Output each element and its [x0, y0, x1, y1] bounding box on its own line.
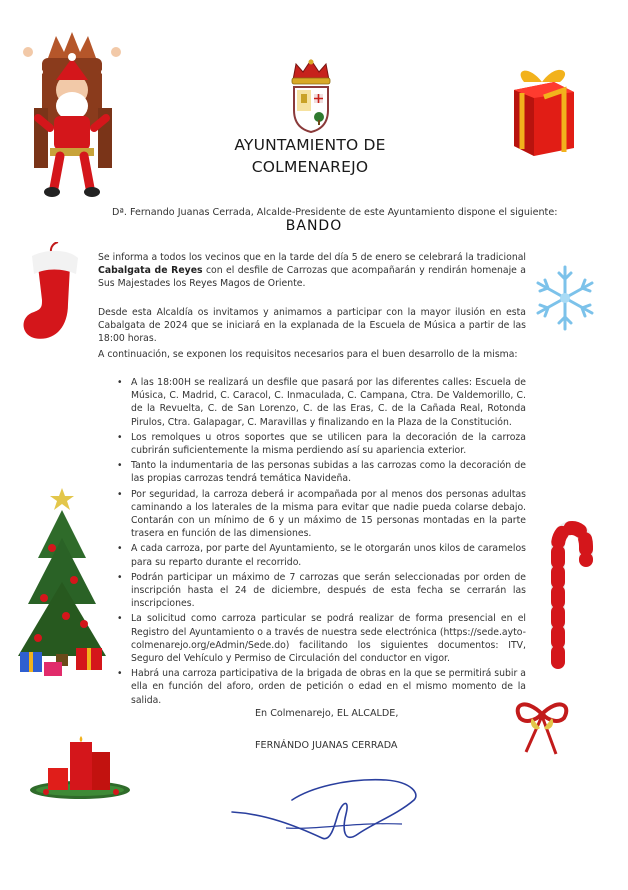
paragraph-invitation: Desde esta Alcaldía os invitamos y animamos a participar con la mayor ilusión en esta Cabalgata de 2024 que se iniciará en la explanada de la Escuela de Música a partir de las 18:00 horas. — [98, 307, 526, 345]
christmas-stocking-illustration — [18, 242, 86, 346]
bando-heading: BANDO — [285, 218, 343, 234]
mayor-name: FERNÁNDO JUANAS CERRADA — [255, 740, 398, 751]
title-line-1: AYUNTAMIENTO DE — [234, 136, 386, 154]
paragraph-1-bold: Cabalgata de Reyes — [98, 265, 203, 277]
list-item: • A las 18:00H se realizará un desfile que pasará por las diferentes calles: Escuela de Música, C. Madrid, C. Caracol, C. Inmaculada, C. Campana, Ctra. De Valdemorillo, C. de la Revuelta, C. de San Lorenzo, C. de las Eras, C. de la Cañada Real, Rotonda Pirulos, Ctra. Galapagar, C. Maravillas y finalizando en la Plaza de la Constitución. — [117, 376, 526, 429]
snowflake-illustration — [530, 263, 600, 333]
page-title — [180, 134, 440, 178]
list-item: • La solicitud como carroza particular se podrá realizar de forma presencial en el Registro del Ayuntamiento o a través de nuestra sede electrónica (https://sede.ayto-colmenarejo.org/eAdmin/Sede.do) facilitando los siguientes documentos: ITV, Seguro del Vehículo y Permiso de Circulación del conductor en vigor. — [117, 612, 526, 665]
intro-text: Dª. Fernando Juanas Cerrada, Alcalde-Presidente de este Ayuntamiento dispone el siguiente: — [112, 207, 558, 218]
list-item: • Los remolques u otros soportes que se utilicen para la decoración de la carroza cubrirán suficientemente la misma perdiendo así su apariencia exterior. — [117, 431, 526, 457]
gift-box-illustration — [504, 60, 580, 160]
requirements-list — [117, 376, 526, 709]
title-line-2: COLMENAREJO — [251, 158, 369, 176]
list-item: • Tanto la indumentaria de las personas subidas a las carrozas como la decoración de las propias carrozas tendrá temática Navideña. — [117, 459, 526, 485]
list-item: • Por seguridad, la carroza deberá ir acompañada por al menos dos personas adultas caminando a los laterales de la misma para evitar que nadie pueda colarse debajo. Contarán con un mínimo de 6 y un máximo de 15 personas montadas en la parte trasera en función de las dimensiones. — [117, 488, 526, 541]
paragraph-cabalgata — [98, 251, 526, 291]
list-item: • Habrá una carroza participativa de la brigada de obras en la que se permitirá subir a ella en función del aforo, orden de petición o edad en el mismo momento de la salida. — [117, 667, 526, 707]
signature-mark — [226, 768, 426, 854]
candles-wreath-illustration — [26, 734, 134, 802]
closing-place: En Colmenarejo, EL ALCALDE, — [255, 708, 399, 719]
candy-cane-illustration — [536, 512, 596, 672]
santa-claus-illustration — [20, 28, 130, 203]
christmas-tree-illustration — [14, 488, 130, 680]
paragraph-1-text: Se informa a todos los vecinos que en la tarde del día 5 de enero se celebrará la tradicional — [98, 252, 526, 263]
paragraph-1-text-end: con el desfile de Carrozas que acompañarán y rendirán homenaje a Sus Majestades los Reyes Magos de Oriente. — [98, 265, 526, 290]
coat-of-arms-icon — [288, 56, 334, 134]
list-item: • Podrán participar un máximo de 7 carrozas que serán seleccionadas por orden de inscripción hasta el 24 de diciembre, después de esta fecha se cerrarán las inscripciones. — [117, 571, 526, 611]
list-item: • A cada carroza, por parte del Ayuntamiento, se le otorgarán unos kilos de caramelos para su reparto durante el recorrido. — [117, 542, 526, 568]
paragraph-requirements-intro: A continuación, se exponen los requisitos necesarios para el buen desarrollo de la misma: — [98, 349, 518, 360]
